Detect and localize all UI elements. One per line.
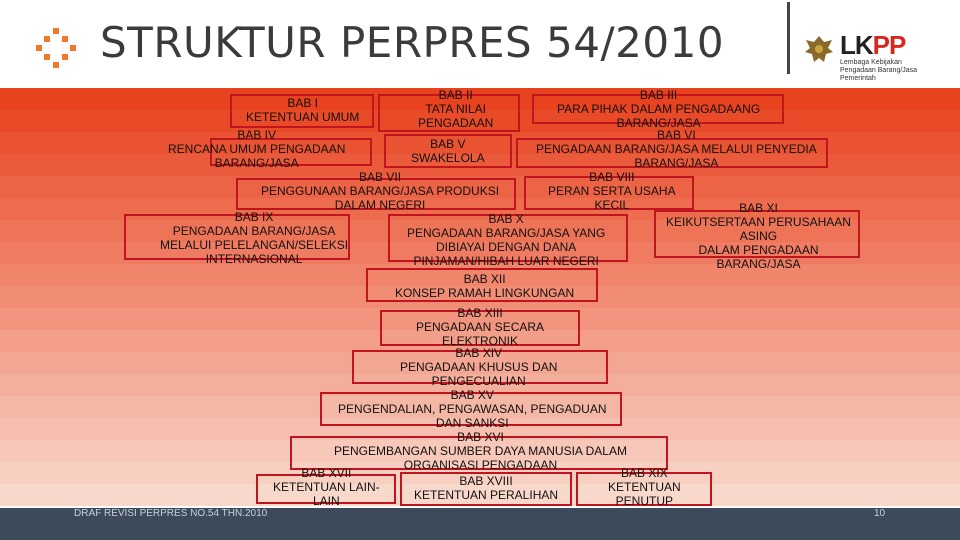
bab-title-line: RENCANA UMUM PENGADAAN — [168, 142, 346, 156]
bab-label — [548, 170, 676, 212]
bab-title-line: PARA PIHAK DALAM PENGADAANG — [557, 102, 761, 116]
bab-title-line: PERAN SERTA USAHA — [548, 184, 676, 198]
bab-title-line: DAN SANKSI — [435, 416, 509, 430]
bab-title-line: ORGANISASI PENGADAAN — [403, 458, 558, 472]
logo-subtitle: Lembaga Kebijakan Pengadaan Barang/Jasa Pemerintah — [840, 59, 918, 82]
bab-title-line: BARANG/JASA — [634, 156, 719, 170]
bab-title-line: PENGADAAN BARANG/JASA YANG — [407, 226, 606, 240]
bab-label — [418, 88, 493, 130]
bab-title-line: PENGECUALIAN — [431, 374, 526, 388]
bab-number: BAB XI — [739, 201, 778, 215]
bab-label — [557, 88, 760, 130]
bab-number: BAB XIX — [621, 466, 668, 480]
bab-title-line: KEIKUTSERTAAN PERUSAHAAN — [666, 215, 851, 229]
bab-number: BAB IX — [234, 210, 274, 224]
bab-title-line: KETENTUAN — [608, 480, 681, 494]
bab-label — [416, 306, 544, 348]
bab-label — [338, 388, 607, 430]
divider — [787, 2, 790, 74]
bab-number: BAB XVI — [457, 430, 504, 444]
dotted-diamond-icon — [36, 28, 76, 68]
bab-title-line: INTERNASIONAL — [205, 252, 303, 266]
bab-title-line: LAIN — [313, 494, 340, 508]
bab-number: BAB III — [639, 88, 678, 102]
bab-title-line: ASING — [739, 229, 778, 243]
page-number: 10 — [874, 508, 886, 519]
bab-number: BAB XIII — [457, 306, 503, 320]
bab-title-line: DIBIAYAI DENGAN DANA — [436, 240, 577, 254]
slide-title: STRUKTUR PERPRES 54/2010 — [100, 18, 725, 67]
bab-title-line: BARANG/JASA — [616, 116, 701, 130]
bab-title-line: PENGADAAN BARANG/JASA MELALUI PENYEDIA — [536, 142, 817, 156]
bab-title-line: PINJAMAN/HIBAH LUAR NEGERI — [413, 254, 599, 268]
bab-title-line: KETENTUAN LAIN- — [273, 480, 380, 494]
bab-number: BAB XII — [463, 272, 506, 286]
bab-title-line: PENGADAAN BARANG/JASA — [172, 224, 336, 238]
bab-number: BAB XIV — [455, 346, 503, 360]
bab-label — [407, 212, 605, 268]
bab-label — [395, 272, 574, 300]
bab-label — [273, 466, 380, 508]
bab-label — [168, 128, 345, 170]
bab-label — [608, 466, 681, 508]
bab-title-line: PENGADAAN SECARA — [416, 320, 545, 334]
bab-title-line: KETENTUAN PERALIHAN — [414, 488, 559, 502]
bab-number: BAB I — [287, 96, 319, 110]
bab-number: BAB XVIII — [459, 474, 513, 488]
garuda-emblem-icon — [802, 32, 836, 68]
bab-number: BAB VII — [359, 170, 402, 184]
bab-label — [536, 128, 817, 170]
bab-label — [666, 201, 851, 271]
bab-number: BAB V — [430, 137, 466, 151]
bab-title-line: KETENTUAN UMUM — [246, 110, 360, 124]
bab-label — [411, 137, 485, 165]
bab-title-line: KECIL — [594, 198, 630, 212]
slide-header — [0, 0, 960, 88]
bab-number: BAB IV — [237, 128, 277, 142]
bab-label — [414, 474, 558, 502]
bab-title-line: BARANG/JASA — [716, 257, 801, 271]
bab-title-line: MELALUI PELELANGAN/SELEKSI — [160, 238, 349, 252]
bab-label — [400, 346, 557, 388]
bab-number: BAB VI — [657, 128, 696, 142]
bab-label — [160, 210, 348, 266]
lkpp-logo — [800, 30, 950, 80]
bab-title-line: PENGGUNAAN BARANG/JASA PRODUKSI — [261, 184, 500, 198]
bab-title-line: SWAKELOLA — [411, 151, 485, 165]
bab-title-line: PENGADAAN — [418, 116, 494, 130]
bab-title-line: DALAM PENGADAAN — [698, 243, 819, 257]
bab-title-line: ELEKTRONIK — [442, 334, 519, 348]
bab-number: BAB X — [488, 212, 524, 226]
bab-title-line: PENGADAAN KHUSUS DAN — [400, 360, 558, 374]
bab-title-line: PENGEMBANGAN SUMBER DAYA MANUSIA DALAM — [334, 444, 627, 458]
bab-title-line: PENUTUP — [615, 494, 674, 508]
footer-text: DRAF REVISI PERPRES NO.54 THN.2010 — [74, 508, 268, 519]
bab-title-line: KONSEP RAMAH LINGKUNGAN — [395, 286, 575, 300]
bab-number: BAB VIII — [589, 170, 635, 184]
bab-number: BAB XV — [450, 388, 494, 402]
bab-label — [246, 96, 359, 124]
bab-title-line: DALAM NEGERI — [334, 198, 426, 212]
bab-title-line: TATA NILAI — [425, 102, 487, 116]
bab-title-line: BARANG/JASA — [214, 156, 299, 170]
bab-title-line: PENGENDALIAN, PENGAWASAN, PENGADUAN — [338, 402, 607, 416]
bab-number: BAB XVII — [301, 466, 352, 480]
bab-number: BAB II — [438, 88, 473, 102]
logo-brand: LKPP — [840, 30, 906, 60]
bab-label — [261, 170, 499, 212]
